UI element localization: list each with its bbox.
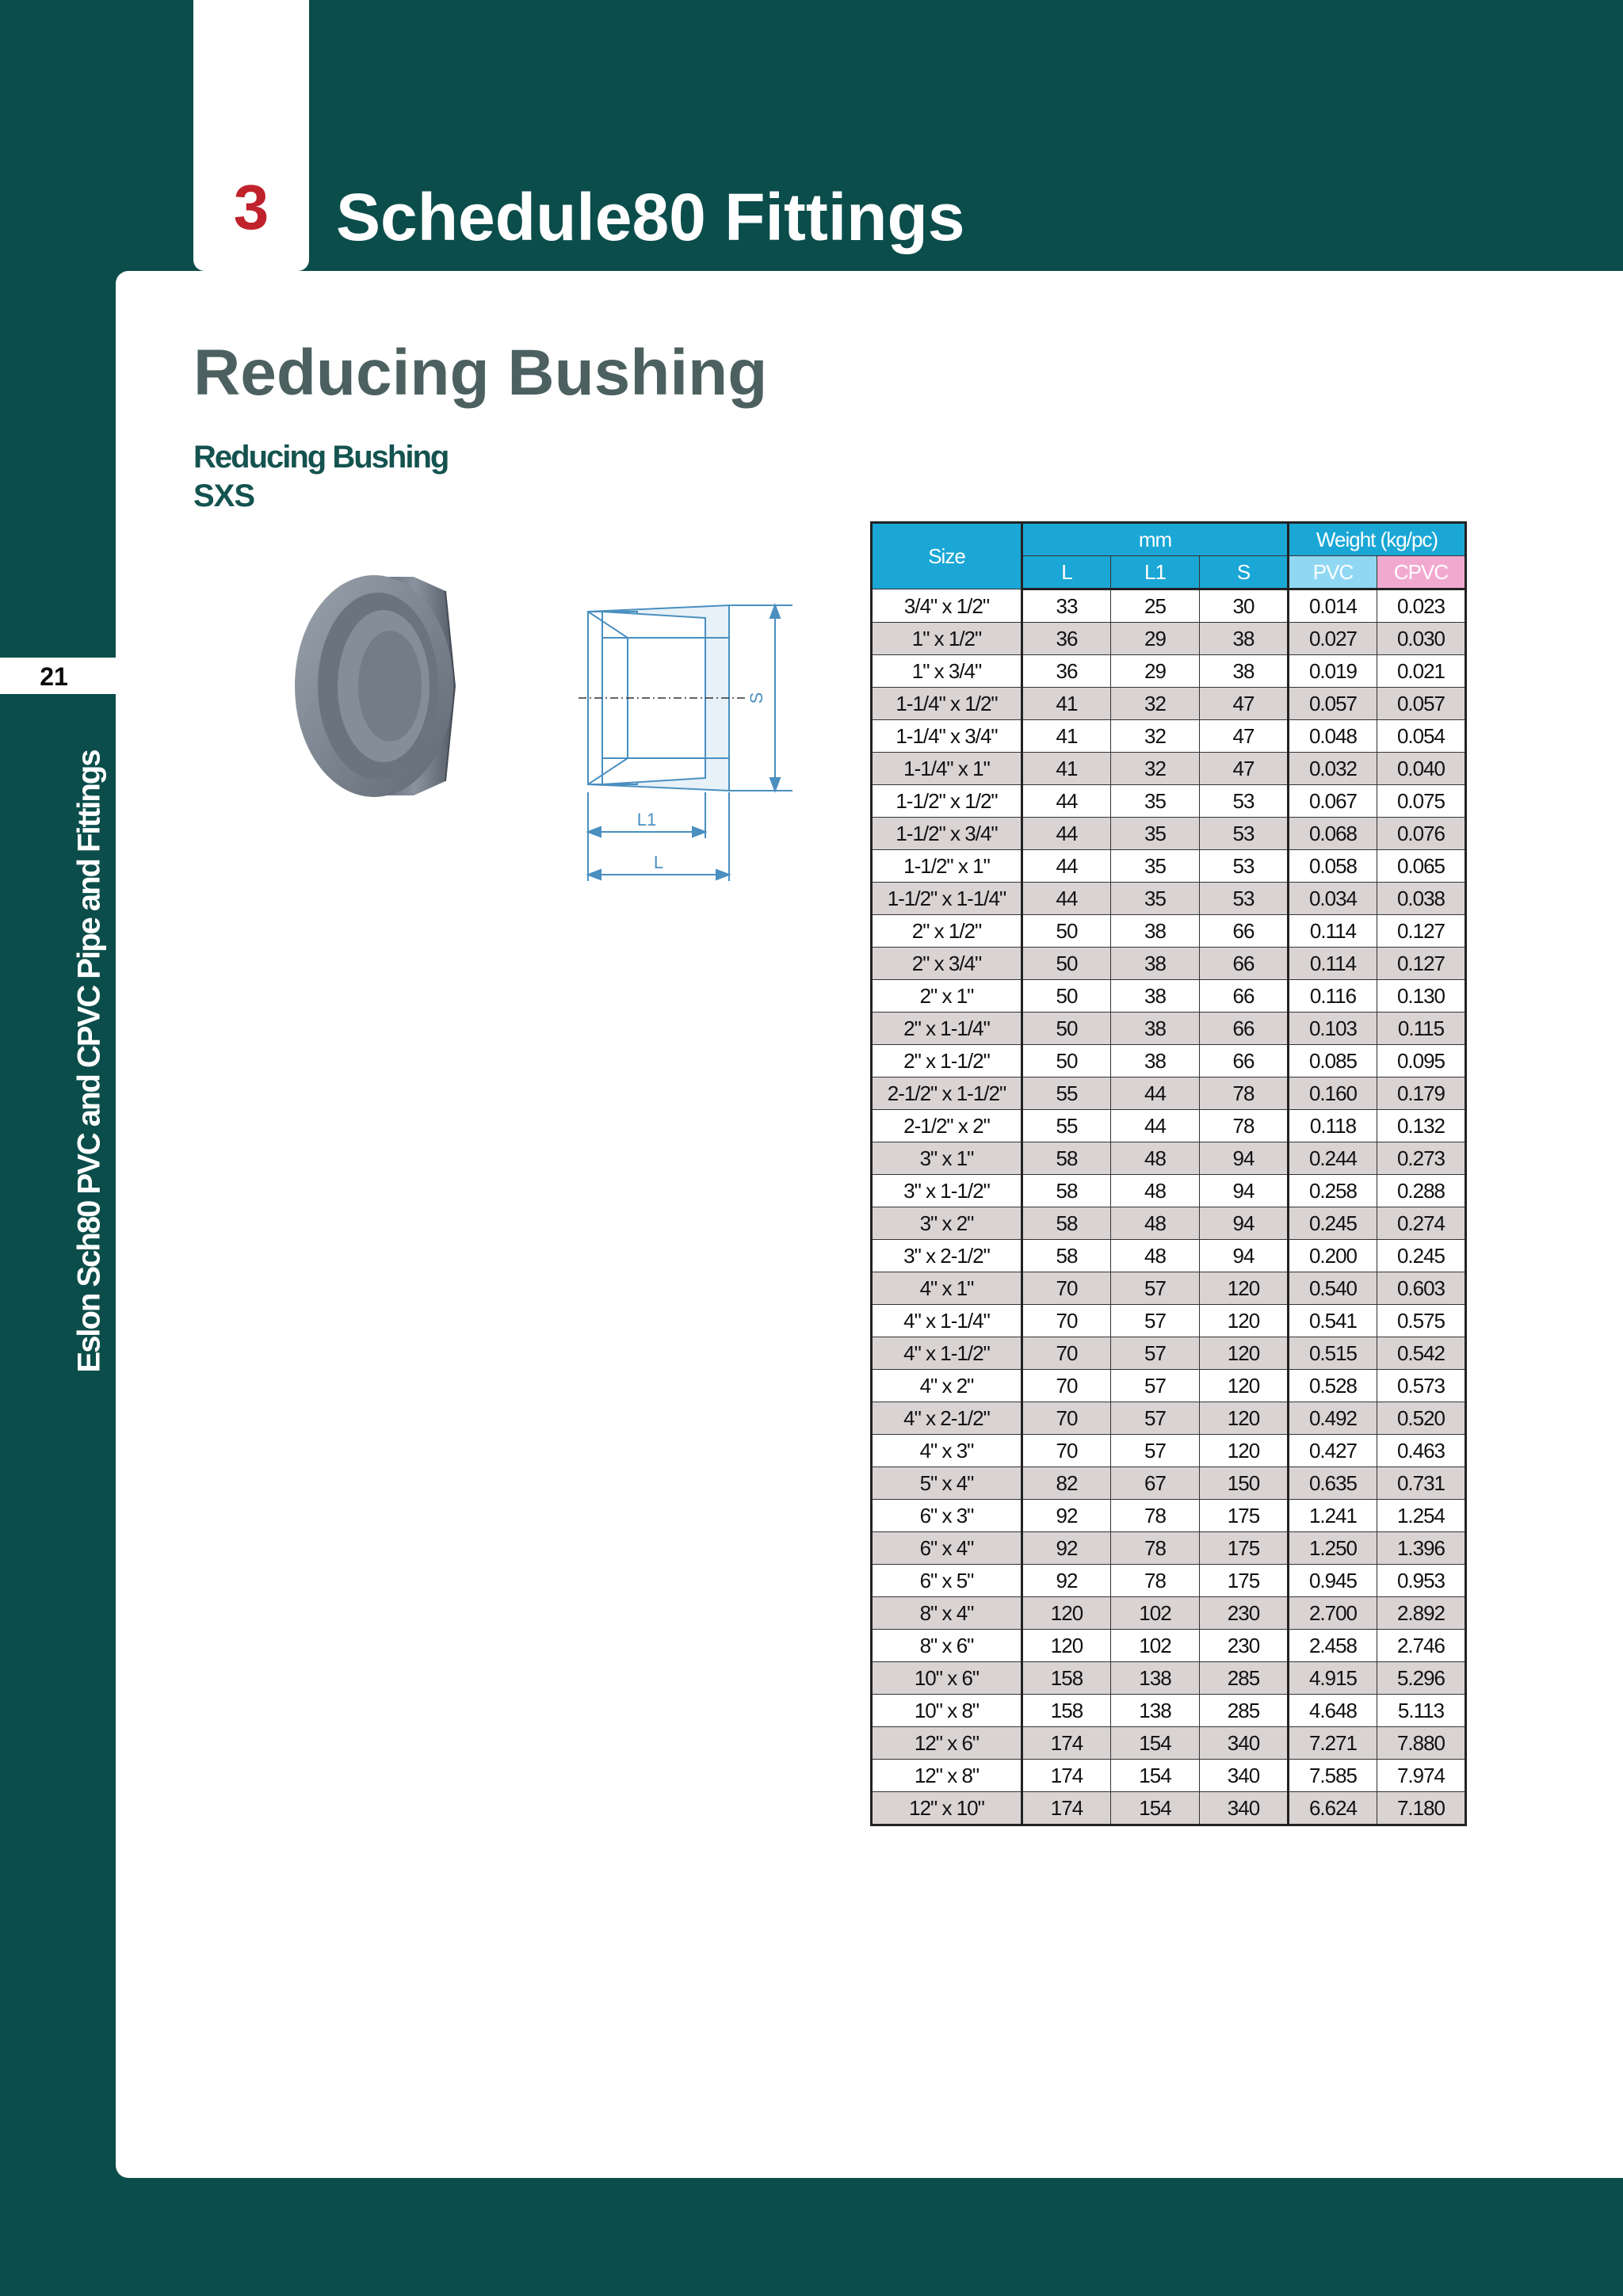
cell-cpvc: 5.113	[1377, 1695, 1466, 1727]
cell-size: 3" x 1-1/2"	[872, 1175, 1022, 1207]
header-pvc: PVC	[1289, 556, 1377, 589]
cell-cpvc: 0.054	[1377, 720, 1466, 753]
cell-cpvc: 0.288	[1377, 1175, 1466, 1207]
cell-cpvc: 0.731	[1377, 1467, 1466, 1500]
cell-cpvc: 7.974	[1377, 1760, 1466, 1792]
dimension-drawing	[579, 594, 800, 887]
cell-pvc: 0.114	[1289, 915, 1377, 948]
cell-cpvc: 0.463	[1377, 1435, 1466, 1467]
cell-size: 5" x 4"	[872, 1467, 1022, 1500]
cell-l: 44	[1022, 850, 1111, 883]
cell-pvc: 0.067	[1289, 785, 1377, 818]
cell-cpvc: 2.746	[1377, 1630, 1466, 1662]
cell-l1: 38	[1111, 1045, 1200, 1077]
cell-pvc: 4.915	[1289, 1662, 1377, 1695]
table-row	[872, 1337, 1466, 1370]
cell-pvc: 0.014	[1289, 589, 1377, 623]
cell-l1: 57	[1111, 1370, 1200, 1402]
cell-cpvc: 0.065	[1377, 850, 1466, 883]
cell-size: 1-1/4" x 1/2"	[872, 688, 1022, 720]
cell-cpvc: 0.095	[1377, 1045, 1466, 1077]
cell-pvc: 0.540	[1289, 1272, 1377, 1305]
table-row	[872, 753, 1466, 785]
table-row	[872, 1142, 1466, 1175]
table-row	[872, 655, 1466, 688]
cell-cpvc: 0.023	[1377, 589, 1466, 623]
table-row	[872, 1792, 1466, 1825]
cell-s: 66	[1200, 1045, 1289, 1077]
cell-s: 78	[1200, 1077, 1289, 1110]
cell-l1: 48	[1111, 1142, 1200, 1175]
cell-l1: 78	[1111, 1500, 1200, 1532]
cell-s: 30	[1200, 589, 1289, 623]
cell-cpvc: 7.180	[1377, 1792, 1466, 1825]
header-mm: mm	[1022, 523, 1289, 556]
table-row	[872, 1013, 1466, 1045]
cell-pvc: 1.241	[1289, 1500, 1377, 1532]
cell-l1: 67	[1111, 1467, 1200, 1500]
cell-l1: 57	[1111, 1305, 1200, 1337]
cell-cpvc: 0.542	[1377, 1337, 1466, 1370]
cell-l1: 32	[1111, 720, 1200, 753]
cell-size: 6" x 5"	[872, 1565, 1022, 1597]
cell-pvc: 0.058	[1289, 850, 1377, 883]
bottom-band	[0, 2178, 1623, 2296]
cell-l1: 35	[1111, 818, 1200, 850]
table-row	[872, 1435, 1466, 1467]
cell-l: 44	[1022, 785, 1111, 818]
cell-l: 58	[1022, 1142, 1111, 1175]
cell-l: 70	[1022, 1337, 1111, 1370]
cell-size: 1-1/2" x 1-1/4"	[872, 883, 1022, 915]
table-row	[872, 1175, 1466, 1207]
table-row	[872, 720, 1466, 753]
cell-cpvc: 0.953	[1377, 1565, 1466, 1597]
cell-l1: 57	[1111, 1337, 1200, 1370]
cell-pvc: 0.160	[1289, 1077, 1377, 1110]
cell-l: 41	[1022, 753, 1111, 785]
cell-l: 50	[1022, 1045, 1111, 1077]
cell-size: 4" x 1"	[872, 1272, 1022, 1305]
cell-l: 55	[1022, 1077, 1111, 1110]
table-row	[872, 1370, 1466, 1402]
cell-s: 120	[1200, 1435, 1289, 1467]
cell-s: 66	[1200, 1013, 1289, 1045]
cell-s: 66	[1200, 980, 1289, 1013]
cell-cpvc: 0.030	[1377, 623, 1466, 655]
cell-s: 66	[1200, 948, 1289, 980]
header-size: Size	[872, 523, 1022, 589]
cell-s: 340	[1200, 1792, 1289, 1825]
cell-size: 12" x 10"	[872, 1792, 1022, 1825]
cell-s: 53	[1200, 785, 1289, 818]
cell-size: 10" x 8"	[872, 1695, 1022, 1727]
cell-size: 6" x 4"	[872, 1532, 1022, 1565]
header-l: L	[1022, 556, 1111, 589]
cell-l: 50	[1022, 948, 1111, 980]
table-row	[872, 623, 1466, 655]
cell-cpvc: 0.021	[1377, 655, 1466, 688]
cell-l: 58	[1022, 1175, 1111, 1207]
cell-l: 92	[1022, 1565, 1111, 1597]
cell-cpvc: 0.038	[1377, 883, 1466, 915]
cell-l: 41	[1022, 688, 1111, 720]
cell-cpvc: 0.057	[1377, 688, 1466, 720]
cell-l1: 138	[1111, 1662, 1200, 1695]
cell-l1: 44	[1111, 1077, 1200, 1110]
cell-l1: 48	[1111, 1207, 1200, 1240]
cell-l1: 38	[1111, 980, 1200, 1013]
table-row	[872, 948, 1466, 980]
spec-table	[870, 521, 1467, 1826]
cell-cpvc: 0.575	[1377, 1305, 1466, 1337]
cell-pvc: 0.019	[1289, 655, 1377, 688]
cell-size: 3" x 1"	[872, 1142, 1022, 1175]
cell-l: 82	[1022, 1467, 1111, 1500]
cell-s: 230	[1200, 1630, 1289, 1662]
cell-l: 92	[1022, 1500, 1111, 1532]
cell-cpvc: 0.115	[1377, 1013, 1466, 1045]
cell-pvc: 0.492	[1289, 1402, 1377, 1435]
cell-size: 12" x 6"	[872, 1727, 1022, 1760]
cell-l1: 78	[1111, 1565, 1200, 1597]
cell-cpvc: 1.254	[1377, 1500, 1466, 1532]
cell-l: 33	[1022, 589, 1111, 623]
cell-l: 174	[1022, 1727, 1111, 1760]
cell-size: 8" x 4"	[872, 1597, 1022, 1630]
table-row	[872, 1597, 1466, 1630]
cell-size: 1-1/2" x 3/4"	[872, 818, 1022, 850]
cell-pvc: 7.271	[1289, 1727, 1377, 1760]
cell-s: 66	[1200, 915, 1289, 948]
dim-label-s: S	[747, 692, 766, 704]
cell-l1: 78	[1111, 1532, 1200, 1565]
cell-size: 2" x 1"	[872, 980, 1022, 1013]
cell-cpvc: 0.076	[1377, 818, 1466, 850]
cell-l: 92	[1022, 1532, 1111, 1565]
cell-s: 47	[1200, 688, 1289, 720]
cell-size: 8" x 6"	[872, 1630, 1022, 1662]
table-row	[872, 1077, 1466, 1110]
cell-l1: 29	[1111, 655, 1200, 688]
cell-cpvc: 0.179	[1377, 1077, 1466, 1110]
cell-l: 55	[1022, 1110, 1111, 1142]
cell-pvc: 0.258	[1289, 1175, 1377, 1207]
cell-cpvc: 0.127	[1377, 915, 1466, 948]
table-row	[872, 1045, 1466, 1077]
cell-s: 38	[1200, 623, 1289, 655]
spec-table-body	[872, 589, 1466, 1825]
cell-s: 53	[1200, 850, 1289, 883]
cell-size: 2" x 1/2"	[872, 915, 1022, 948]
cell-size: 1-1/2" x 1/2"	[872, 785, 1022, 818]
cell-size: 2-1/2" x 1-1/2"	[872, 1077, 1022, 1110]
cell-size: 3/4" x 1/2"	[872, 589, 1022, 623]
cell-l1: 44	[1111, 1110, 1200, 1142]
cell-l: 120	[1022, 1630, 1111, 1662]
cell-cpvc: 7.880	[1377, 1727, 1466, 1760]
cell-l: 36	[1022, 623, 1111, 655]
cell-l1: 35	[1111, 850, 1200, 883]
cell-s: 285	[1200, 1695, 1289, 1727]
cell-cpvc: 0.273	[1377, 1142, 1466, 1175]
cell-size: 2" x 3/4"	[872, 948, 1022, 980]
cell-l: 70	[1022, 1435, 1111, 1467]
cell-pvc: 0.103	[1289, 1013, 1377, 1045]
cell-l: 44	[1022, 818, 1111, 850]
table-row	[872, 850, 1466, 883]
cell-l: 70	[1022, 1370, 1111, 1402]
table-row	[872, 785, 1466, 818]
cell-cpvc: 2.892	[1377, 1597, 1466, 1630]
side-caption: Eslon Sch80 PVC and CPVC Pipe and Fittings	[71, 750, 107, 1373]
cell-size: 2-1/2" x 2"	[872, 1110, 1022, 1142]
table-row	[872, 1305, 1466, 1337]
cell-pvc: 0.116	[1289, 980, 1377, 1013]
cell-size: 4" x 1-1/4"	[872, 1305, 1022, 1337]
cell-pvc: 2.458	[1289, 1630, 1377, 1662]
cell-l: 158	[1022, 1695, 1111, 1727]
dim-label-l1: L1	[636, 810, 657, 830]
cell-pvc: 0.244	[1289, 1142, 1377, 1175]
cell-size: 1-1/4" x 1"	[872, 753, 1022, 785]
cell-size: 3" x 2"	[872, 1207, 1022, 1240]
cell-s: 78	[1200, 1110, 1289, 1142]
table-row	[872, 818, 1466, 850]
cell-l1: 32	[1111, 753, 1200, 785]
cell-size: 6" x 3"	[872, 1500, 1022, 1532]
cell-cpvc: 0.520	[1377, 1402, 1466, 1435]
cell-l: 120	[1022, 1597, 1111, 1630]
cell-l: 58	[1022, 1240, 1111, 1272]
table-row	[872, 883, 1466, 915]
cell-pvc: 0.635	[1289, 1467, 1377, 1500]
cell-s: 150	[1200, 1467, 1289, 1500]
cell-l1: 57	[1111, 1272, 1200, 1305]
cell-l1: 48	[1111, 1175, 1200, 1207]
chapter-number: 3	[233, 172, 269, 242]
cell-s: 53	[1200, 818, 1289, 850]
cell-l1: 102	[1111, 1597, 1200, 1630]
table-row	[872, 1500, 1466, 1532]
cell-pvc: 0.057	[1289, 688, 1377, 720]
header-cpvc: CPVC	[1377, 556, 1466, 589]
cell-l1: 35	[1111, 883, 1200, 915]
table-row	[872, 688, 1466, 720]
cell-l1: 102	[1111, 1630, 1200, 1662]
cell-l: 36	[1022, 655, 1111, 688]
cell-l: 174	[1022, 1792, 1111, 1825]
cell-s: 285	[1200, 1662, 1289, 1695]
cell-s: 175	[1200, 1565, 1289, 1597]
cell-s: 94	[1200, 1207, 1289, 1240]
cell-pvc: 0.114	[1289, 948, 1377, 980]
table-row	[872, 980, 1466, 1013]
table-row	[872, 1727, 1466, 1760]
cell-l1: 138	[1111, 1695, 1200, 1727]
cell-size: 12" x 8"	[872, 1760, 1022, 1792]
cell-size: 4" x 1-1/2"	[872, 1337, 1022, 1370]
cell-pvc: 0.048	[1289, 720, 1377, 753]
cell-l1: 32	[1111, 688, 1200, 720]
cell-cpvc: 0.573	[1377, 1370, 1466, 1402]
dim-label-l: L	[653, 852, 664, 872]
cell-l: 70	[1022, 1272, 1111, 1305]
table-row	[872, 1662, 1466, 1695]
cell-pvc: 4.648	[1289, 1695, 1377, 1727]
cell-l1: 25	[1111, 589, 1200, 623]
cell-size: 1-1/4" x 3/4"	[872, 720, 1022, 753]
table-row	[872, 1402, 1466, 1435]
table-row	[872, 1240, 1466, 1272]
cell-cpvc: 0.075	[1377, 785, 1466, 818]
cell-s: 175	[1200, 1532, 1289, 1565]
cell-pvc: 0.245	[1289, 1207, 1377, 1240]
cell-l: 44	[1022, 883, 1111, 915]
cell-l: 50	[1022, 980, 1111, 1013]
cell-pvc: 1.250	[1289, 1532, 1377, 1565]
cell-pvc: 2.700	[1289, 1597, 1377, 1630]
table-row	[872, 1532, 1466, 1565]
cell-pvc: 0.027	[1289, 623, 1377, 655]
cell-pvc: 0.427	[1289, 1435, 1377, 1467]
table-row	[872, 1467, 1466, 1500]
table-row	[872, 1565, 1466, 1597]
cell-s: 38	[1200, 655, 1289, 688]
cell-pvc: 0.945	[1289, 1565, 1377, 1597]
header-l1: L1	[1111, 556, 1200, 589]
cell-l: 50	[1022, 1013, 1111, 1045]
page-number: 21	[40, 662, 68, 691]
cell-l1: 57	[1111, 1435, 1200, 1467]
cell-cpvc: 0.274	[1377, 1207, 1466, 1240]
cell-l1: 48	[1111, 1240, 1200, 1272]
header-weight: Weight (kg/pc)	[1289, 523, 1466, 556]
cell-size: 1" x 1/2"	[872, 623, 1022, 655]
cell-pvc: 0.528	[1289, 1370, 1377, 1402]
cell-pvc: 0.200	[1289, 1240, 1377, 1272]
cell-s: 120	[1200, 1402, 1289, 1435]
cell-pvc: 0.032	[1289, 753, 1377, 785]
cell-pvc: 0.541	[1289, 1305, 1377, 1337]
cell-size: 4" x 3"	[872, 1435, 1022, 1467]
cell-s: 120	[1200, 1370, 1289, 1402]
cell-l: 158	[1022, 1662, 1111, 1695]
section-title: Schedule80 Fittings	[336, 180, 965, 254]
cell-s: 94	[1200, 1142, 1289, 1175]
table-row	[872, 1760, 1466, 1792]
cell-l: 70	[1022, 1305, 1111, 1337]
cell-l: 50	[1022, 915, 1111, 948]
header-s: S	[1200, 556, 1289, 589]
cell-pvc: 7.585	[1289, 1760, 1377, 1792]
cell-size: 1-1/2" x 1"	[872, 850, 1022, 883]
cell-cpvc: 0.127	[1377, 948, 1466, 980]
cell-size: 2" x 1-1/4"	[872, 1013, 1022, 1045]
cell-l: 41	[1022, 720, 1111, 753]
product-title: Reducing Bushing	[193, 337, 768, 409]
cell-s: 230	[1200, 1597, 1289, 1630]
bushing-photo	[279, 567, 461, 805]
cell-cpvc: 0.130	[1377, 980, 1466, 1013]
cell-l1: 35	[1111, 785, 1200, 818]
cell-l1: 154	[1111, 1792, 1200, 1825]
cell-pvc: 0.034	[1289, 883, 1377, 915]
cell-pvc: 0.515	[1289, 1337, 1377, 1370]
cell-s: 340	[1200, 1727, 1289, 1760]
cell-s: 120	[1200, 1337, 1289, 1370]
cell-l: 58	[1022, 1207, 1111, 1240]
product-subtitle: Reducing Bushing	[193, 440, 449, 475]
cell-s: 175	[1200, 1500, 1289, 1532]
cell-s: 94	[1200, 1175, 1289, 1207]
cell-l1: 154	[1111, 1727, 1200, 1760]
table-row	[872, 1695, 1466, 1727]
table-row	[872, 915, 1466, 948]
cell-s: 120	[1200, 1272, 1289, 1305]
cell-size: 4" x 2"	[872, 1370, 1022, 1402]
cell-cpvc: 0.603	[1377, 1272, 1466, 1305]
cell-s: 94	[1200, 1240, 1289, 1272]
cell-size: 4" x 2-1/2"	[872, 1402, 1022, 1435]
cell-s: 47	[1200, 753, 1289, 785]
cell-pvc: 0.068	[1289, 818, 1377, 850]
cell-s: 53	[1200, 883, 1289, 915]
cell-size: 1" x 3/4"	[872, 655, 1022, 688]
cell-cpvc: 0.132	[1377, 1110, 1466, 1142]
cell-l: 174	[1022, 1760, 1111, 1792]
cell-l1: 29	[1111, 623, 1200, 655]
cell-l1: 154	[1111, 1760, 1200, 1792]
cell-size: 2" x 1-1/2"	[872, 1045, 1022, 1077]
cell-pvc: 0.085	[1289, 1045, 1377, 1077]
cell-l: 70	[1022, 1402, 1111, 1435]
product-code: SXS	[193, 479, 255, 513]
cell-cpvc: 5.296	[1377, 1662, 1466, 1695]
cell-s: 120	[1200, 1305, 1289, 1337]
cell-s: 47	[1200, 720, 1289, 753]
cell-cpvc: 0.245	[1377, 1240, 1466, 1272]
table-row	[872, 1630, 1466, 1662]
cell-s: 340	[1200, 1760, 1289, 1792]
table-row	[872, 1272, 1466, 1305]
table-row	[872, 1110, 1466, 1142]
cell-l1: 38	[1111, 948, 1200, 980]
cell-pvc: 6.624	[1289, 1792, 1377, 1825]
cell-l1: 38	[1111, 915, 1200, 948]
cell-cpvc: 1.396	[1377, 1532, 1466, 1565]
table-row	[872, 1207, 1466, 1240]
cell-size: 10" x 6"	[872, 1662, 1022, 1695]
cell-l1: 38	[1111, 1013, 1200, 1045]
cell-size: 3" x 2-1/2"	[872, 1240, 1022, 1272]
cell-pvc: 0.118	[1289, 1110, 1377, 1142]
cell-l1: 57	[1111, 1402, 1200, 1435]
table-row	[872, 589, 1466, 623]
cell-cpvc: 0.040	[1377, 753, 1466, 785]
